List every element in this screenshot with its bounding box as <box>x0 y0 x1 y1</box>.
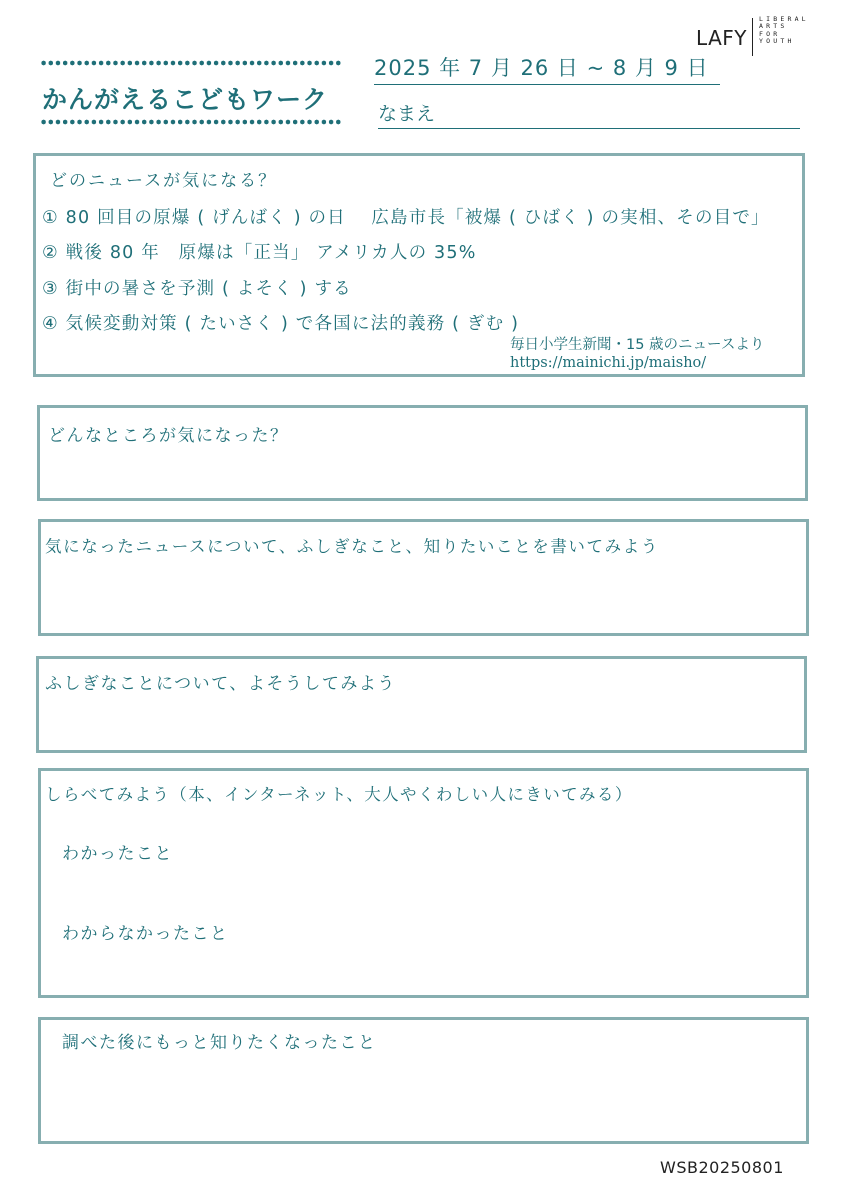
title-dots-top <box>40 60 342 66</box>
news-item-3[interactable]: ③ 街中の暑さを予測 ( よそく ) する <box>42 279 352 299</box>
news-source: 毎日小学生新聞・15 歳のニュースより <box>510 337 765 353</box>
research-prompt: しらべてみよう（本、インターネット、大人やくわしい人にきいてみる） <box>45 785 633 804</box>
title-dots-bottom <box>40 119 342 125</box>
logo-tagline-line: FOR <box>759 29 781 38</box>
worksheet-code: WSB20250801 <box>660 1158 784 1177</box>
interest-prompt: どんなところが気になった？ <box>48 426 289 446</box>
worksheet-title: かんがえるこどもワーク <box>42 85 329 114</box>
name-field[interactable]: なまえ <box>378 99 800 129</box>
news-item-4[interactable]: ④ 気候変動対策 ( たいさく ) で各国に法的義務 ( ぎむ ) <box>42 314 520 334</box>
logo-divider <box>752 18 753 56</box>
logo-tagline-line: YOUTH <box>759 36 795 45</box>
understood-label: わかったこと <box>62 844 173 864</box>
logo-tagline <box>759 16 809 45</box>
logo-tagline-line: LIBERAL <box>759 15 809 23</box>
news-item-2[interactable]: ② 戦後 80 年 原爆は「正当」 アメリカ人の 35% <box>42 243 477 263</box>
after-prompt: 調べた後にもっと知りたくなったこと <box>62 1033 377 1053</box>
not-understood-label: わからなかったこと <box>62 924 229 944</box>
logo-tagline-line: ARTS <box>759 22 788 31</box>
date-range: 2025 年 7 月 26 日 ~ 8 月 9 日 <box>374 52 720 85</box>
predict-prompt: ふしぎなことについて、よそうしてみよう <box>45 674 396 694</box>
logo-brand: LAFY <box>696 26 748 50</box>
wonder-prompt: 気になったニュースについて、ふしぎなこと、知りたいことを書いてみよう <box>45 537 659 556</box>
news-source-url[interactable]: https://mainichi.jp/maisho/ <box>510 355 707 371</box>
interest-box[interactable] <box>37 405 808 501</box>
news-question: どのニュースが気になる？ <box>50 171 278 191</box>
news-item-1[interactable]: ① 80 回目の原爆 ( げんばく ) の日 広島市長「被爆 ( ひばく ) の実相、その目で」 <box>42 208 770 228</box>
